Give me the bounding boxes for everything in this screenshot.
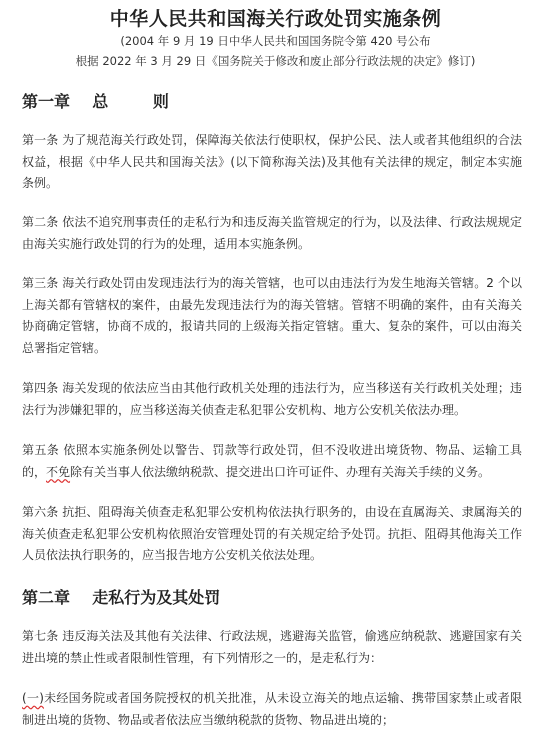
article-5-text-end: 除有关当事人依法缴纳税款、提交进出口许可证件、办理有关海关手续的义务。	[70, 464, 491, 479]
article-5	[22, 440, 522, 483]
article-7-item-1	[22, 688, 522, 731]
article-2: 第二条 依法不追究刑事责任的走私行为和违反海关监管规定的行为，以及法律、行政法规规定由海关实施行政处罚的行为的处理，适用本实施条例。	[22, 215, 522, 251]
document-title: 中华人民共和国海关行政处罚实施条例	[109, 8, 442, 30]
article-6: 第六条 抗拒、阻碍海关侦查走私犯罪公安机构依法执行职务的，由设在直属海关、隶属海关的海关侦查走私犯罪公安机构依照治安管理处罚的有关规定给予处罚。抗拒、阻碍其他海关工作人员依法执行职务的，应当报告地方公安机关依法处理。	[22, 505, 522, 562]
article-7: 第七条 违反海关法及其他有关法律、行政法规，逃避海关监管，偷逃应纳税款、逃避国家有关进出境的禁止性或者限制性管理，有下列情形之一的，是走私行为：	[22, 629, 522, 665]
article-5-text-start: 第五条 依照本实施条例处以警告、罚款等行政处罚，但不没收进出境货物、物品、运输工具的，	[22, 443, 522, 479]
chapter-1-heading: 第一章 总 则	[22, 92, 169, 111]
item-number-marked: (一)	[22, 691, 44, 705]
chapter-2-heading: 第二章 走私行为及其处罚	[22, 588, 221, 607]
article-1: 第一条 为了规范海关行政处罚，保障海关依法行使职权，保护公民、法人或者其他组织的合法权益，根据《中华人民共和国海关法》(以下简称海关法)及其他有关法律的规定，制定本实施条例。	[22, 133, 522, 190]
item-1-text: 未经国务院或者国务院授权的机关批准，从未设立海关的地点运输、携带国家禁止或者限制进出境的货物、物品或者依法应当缴纳税款的货物、物品进出境的；	[22, 691, 522, 727]
article-4: 第四条 海关发现的依法应当由其他行政机关处理的违法行为，应当移送有关行政机关处理；违法行为涉嫌犯罪的，应当移送海关侦查走私犯罪公安机构、地方公安机关依法办理。	[22, 381, 522, 417]
document-subtitle-line2: 根据 2022 年 3 月 29 日《国务院关于修改和废止部分行政法规的决定》修订)	[75, 54, 476, 68]
spellcheck-marked-text: 不免	[46, 464, 71, 479]
document-subtitle-line1: (2004 年 9 月 19 日中华人民共和国国务院令第 420 号公布	[120, 34, 431, 48]
article-3: 第三条 海关行政处罚由发现违法行为的海关管辖，也可以由违法行为发生地海关管辖。2 个以上海关都有管辖权的案件，由最先发现违法行为的海关管辖。管辖不明确的案件，由有关海关协商确定管辖，协商不成的，报请共同的上级海关指定管辖。重大、复杂的案件，可以由海关总署指定管辖。	[22, 276, 522, 355]
